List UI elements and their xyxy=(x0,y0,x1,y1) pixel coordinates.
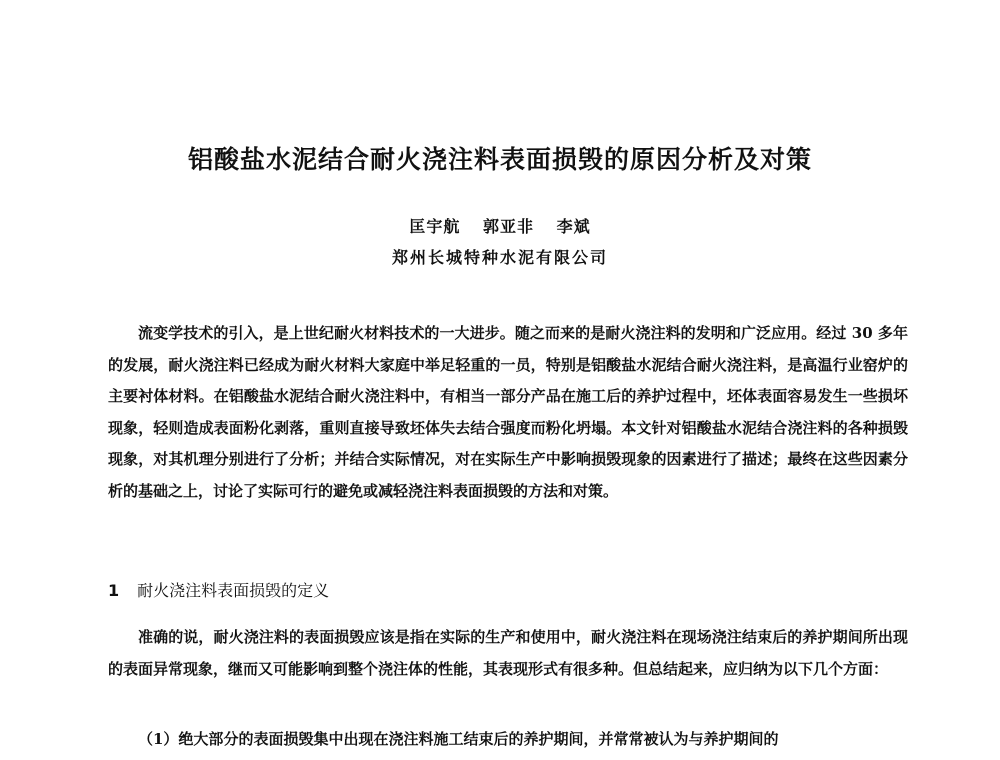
abstract-paragraph: 流变学技术的引入，是上世纪耐火材料技术的一大进步。随之而来的是耐火浇注料的发明和广泛应用。经过 30 多年的发展，耐火浇注料已经成为耐火材料大家庭中举足轻重的一员，特别是铝酸盐水泥结合耐火浇注料，是高温行业窑炉的主要衬体材料。在铝酸盐水泥结合耐火浇注料中，有相当一部分产品在施工后的养护过程中，坯体表面容易发生一些损坏现象，轻则造成表面粉化剥落，重则直接导致坯体失去结合强度而粉化坍塌。本文针对铝酸盐水泥结合浇注料的各种损毁现象，对其机理分别进行了分析；并结合实际情况，对在实际生产中影响损毁现象的因素进行了描述；最终在这些因素分析的基础之上，讨论了实际可行的避免或减轻浇注料表面损毁的方法和对策。 xyxy=(108,324,908,500)
paper-title: 铝酸盐水泥结合耐火浇注料表面损毁的原因分析及对策 xyxy=(187,145,812,174)
author-name: 郭亚非 xyxy=(482,217,534,236)
section-heading xyxy=(108,578,329,601)
section-title: 耐火浇注料表面损毁的定义 xyxy=(137,581,330,600)
author-name: 匡宇航 xyxy=(409,217,461,236)
affiliation: 郑州长城特种水泥有限公司 xyxy=(391,248,608,267)
list-item: （1）绝大部分的表面损毁集中出现在浇注料施工结束后的养护期间，并常常被认为与养护期间的 xyxy=(138,730,779,748)
author-list xyxy=(0,214,1000,237)
body-paragraph: 准确的说，耐火浇注料的表面损毁应该是指在实际的生产和使用中，耐火浇注料在现场浇注结束后的养护期间所出现的表面异常现象，继而又可能影响到整个浇注体的性能，其表现形式有很多种。但总结起来，应归纳为以下几个方面： xyxy=(108,628,908,678)
section-number: 1 xyxy=(108,581,120,600)
author-name: 李斌 xyxy=(556,217,591,236)
